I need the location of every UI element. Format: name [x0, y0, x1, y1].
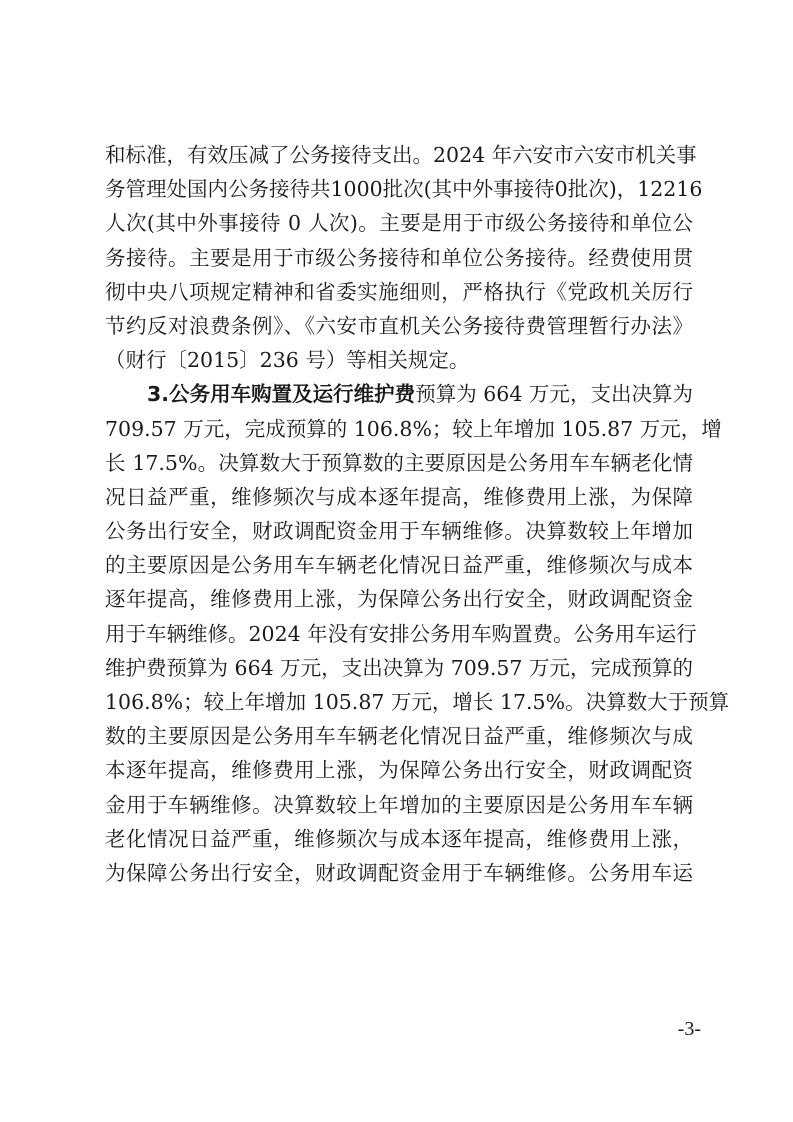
text-line: 为保障公务出行安全，财政调配资金用于车辆维修。公务用车运 — [105, 860, 693, 885]
text-span: 预算为 664 万元，支出决算为 — [415, 382, 693, 407]
document-body — [105, 138, 730, 890]
paragraph-official-reception — [105, 138, 703, 377]
text-line: 长 17.5%。决算数大于预算数的主要原因是公务用车车辆老化情 — [105, 450, 693, 475]
text-line: 本逐年提高，维修费用上涨，为保障公务出行安全，财政调配资 — [105, 758, 693, 783]
text-line: 老化情况日益严重，维修频次与成本逐年提高，维修费用上涨， — [105, 826, 693, 851]
text-line: 709.57 万元，完成预算的 106.8%；较上年增加 105.87 万元，增 — [105, 416, 722, 441]
text-line: 逐年提高，维修费用上涨，为保障公务出行安全，财政调配资金 — [105, 587, 693, 612]
page-number: -3- — [677, 1018, 701, 1040]
text-line: 公务出行安全，财政调配资金用于车辆维修。决算数较上年增加 — [105, 519, 693, 544]
text-line: 的主要原因是公务用车车辆老化情况日益严重，维修频次与成本 — [105, 553, 693, 578]
text-line: 节约反对浪费条例》、《六安市直机关公务接待费管理暂行办法》 — [105, 313, 693, 338]
text-line: 彻中央八项规定精神和省委实施细则，严格执行《党政机关厉行 — [105, 279, 693, 304]
paragraph-vehicle-expenses — [105, 377, 730, 890]
text-line: （财行〔2015〕236 号）等相关规定。 — [105, 348, 470, 373]
text-line: 况日益严重，维修频次与成本逐年提高，维修费用上涨，为保障 — [105, 484, 693, 509]
text-line: 务接待。主要是用于市级公务接待和单位公务接待。经费使用贯 — [105, 245, 693, 270]
text-line: 人次(其中外事接待 0 人次)。主要是用于市级公务接待和单位公 — [105, 211, 693, 236]
text-line: 务管理处国内公务接待共1000批次(其中外事接待0批次)，12216 — [105, 177, 703, 202]
text-line — [105, 377, 693, 411]
text-line: 数的主要原因是公务用车车辆老化情况日益严重，维修频次与成 — [105, 724, 693, 749]
text-line: 用于车辆维修。2024 年没有安排公务用车购置费。公务用车运行 — [105, 621, 697, 646]
text-line: 维护费预算为 664 万元，支出决算为 709.57 万元，完成预算的 — [105, 655, 693, 680]
text-line: 106.8%；较上年增加 105.87 万元，增长 17.5%。决算数大于预算 — [105, 690, 730, 714]
section-heading: 3.公务用车购置及运行维护费 — [147, 382, 416, 407]
text-line: 和标准，有效压减了公务接待支出。2024 年六安市六安市机关事 — [105, 143, 697, 167]
text-line: 金用于车辆维修。决算数较上年增加的主要原因是公务用车车辆 — [105, 792, 693, 817]
